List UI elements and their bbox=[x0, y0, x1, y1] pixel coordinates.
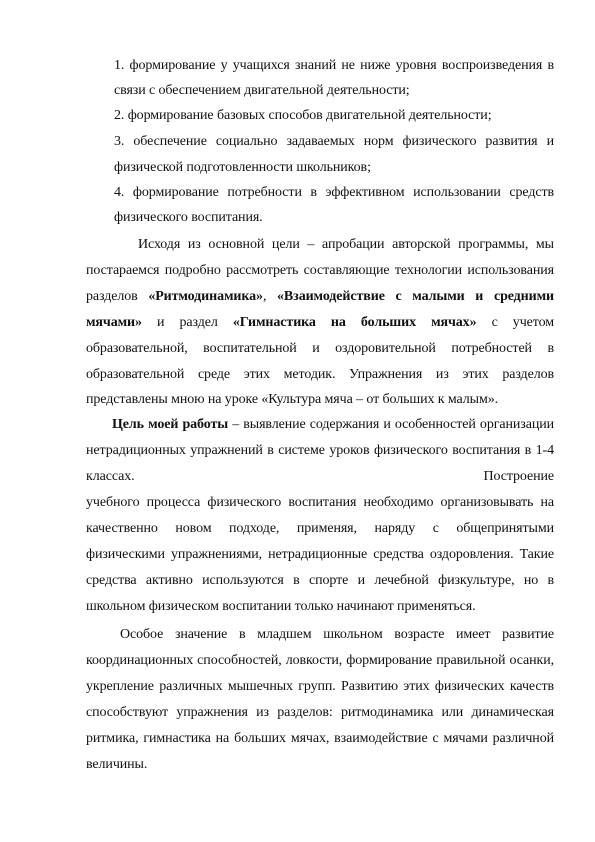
paragraph-2-line-6 bbox=[86, 542, 554, 568]
list-item-1-line-2 bbox=[114, 78, 554, 104]
paragraph-2-line-1 bbox=[112, 412, 554, 438]
paragraph-1-line-2 bbox=[86, 258, 554, 284]
paragraph-1-line-5 bbox=[86, 336, 554, 362]
bold-run: «Взаимодействие с малыми и средними bbox=[277, 289, 554, 304]
paragraph-1-line-4 bbox=[86, 310, 554, 336]
text-run: связи с обеспечением двигательной деятельности; bbox=[114, 83, 410, 98]
text-run: классах. bbox=[86, 469, 135, 484]
bold-run: Цель моей работы bbox=[112, 417, 229, 432]
list-item-3-line-1 bbox=[114, 129, 554, 155]
text-run: нетрадиционных упражнений в системе уроков физического воспитания в 1-4 bbox=[86, 443, 554, 458]
text-run: физическими упражнениями, нетрадиционные средства оздоровления. Такие bbox=[86, 547, 554, 562]
text-run: ритмика, гимнастика на больших мячах, взаимодействие с мячами различной bbox=[86, 731, 554, 746]
text-run: постараемся подробно рассмотреть составляющие технологии использования bbox=[86, 263, 554, 278]
paragraph-2-line-2 bbox=[86, 438, 554, 464]
text-run: Исходя из основной цели – апробации авторской программы, мы bbox=[138, 237, 554, 252]
text-run: школьном физическом воспитании только начинают применяться. bbox=[86, 599, 476, 614]
text-run: 1. формирование у учащихся знаний не ниже уровня воспроизведения в bbox=[114, 58, 554, 73]
text-run: разделов bbox=[86, 289, 149, 304]
text-run: с учетом bbox=[476, 315, 554, 330]
list-item-1-line-1 bbox=[114, 53, 554, 79]
text-run: образовательной среде этих методик. Упражнения из этих разделов bbox=[86, 367, 554, 382]
paragraph-2-line-5 bbox=[86, 516, 554, 542]
paragraph-2-line-8 bbox=[86, 594, 554, 620]
paragraph-3-line-5 bbox=[86, 726, 554, 752]
text-run: способствуют упражнения из разделов: ритмодинамика или динамическая bbox=[86, 705, 554, 720]
paragraph-3-line-1 bbox=[120, 622, 554, 648]
list-item-3-line-2 bbox=[114, 155, 554, 181]
paragraph-1-line-1 bbox=[138, 232, 554, 258]
list-item-4-line-1 bbox=[114, 180, 554, 206]
text-run: 4. формирование потребности в эффективном использовании средств bbox=[114, 185, 554, 200]
text-run: – выявление содержания и особенностей организации bbox=[228, 417, 554, 432]
paragraph-2-line-7 bbox=[86, 568, 554, 594]
text-run: средства активно используются в спорте и лечебной физкультуре, но в bbox=[86, 573, 554, 588]
paragraph-3-line-3 bbox=[86, 674, 554, 700]
paragraph-2-line-4 bbox=[86, 490, 554, 516]
paragraph-1-line-6 bbox=[86, 362, 554, 388]
paragraph-3-line-2 bbox=[86, 648, 554, 674]
paragraph-1-line-3 bbox=[86, 284, 554, 310]
text-run: координационных способностей, ловкости, формирование правильной осанки, bbox=[86, 653, 554, 668]
paragraph-3-line-4 bbox=[86, 700, 554, 726]
bold-run: «Гимнастика на больших мячах» bbox=[232, 315, 477, 330]
text-run: 3. обеспечение социально задаваемых норм физического развития и bbox=[114, 134, 554, 149]
text-run: физической подготовленности школьников; bbox=[114, 160, 371, 175]
paragraph-3-line-6 bbox=[86, 752, 554, 778]
paragraph-1-line-7 bbox=[86, 387, 554, 413]
text-run: Особое значение в младшем школьном возрасте имеет развитие bbox=[120, 627, 554, 642]
text-run: учебного процесса физического воспитания необходимо организовывать на bbox=[86, 495, 554, 510]
list-item-4-line-2 bbox=[114, 205, 554, 231]
text-run: укрепление различных мышечных групп. Развитию этих физических качеств bbox=[86, 679, 554, 694]
text-run: , bbox=[262, 289, 278, 304]
paragraph-2-line-3 bbox=[86, 464, 554, 490]
list-item-2 bbox=[114, 103, 554, 129]
bold-run: «Ритмодинамика» bbox=[148, 289, 263, 304]
text-run: 2. формирование базовых способов двигательной деятельности; bbox=[114, 108, 492, 123]
text-run: Построение bbox=[483, 469, 554, 484]
text-run: образовательной, воспитательной и оздоровительной потребностей в bbox=[86, 341, 554, 356]
text-run: качественно новом подходе, применяя, наряду с общепринятыми bbox=[86, 521, 554, 536]
bold-run: мячами» bbox=[86, 315, 142, 330]
text-run: представлены мною на уроке «Культура мяча – от больших к малым». bbox=[86, 392, 499, 407]
text-run: величины. bbox=[86, 757, 148, 772]
text-run: физического воспитания. bbox=[114, 210, 263, 225]
text-run: и раздел bbox=[141, 315, 233, 330]
